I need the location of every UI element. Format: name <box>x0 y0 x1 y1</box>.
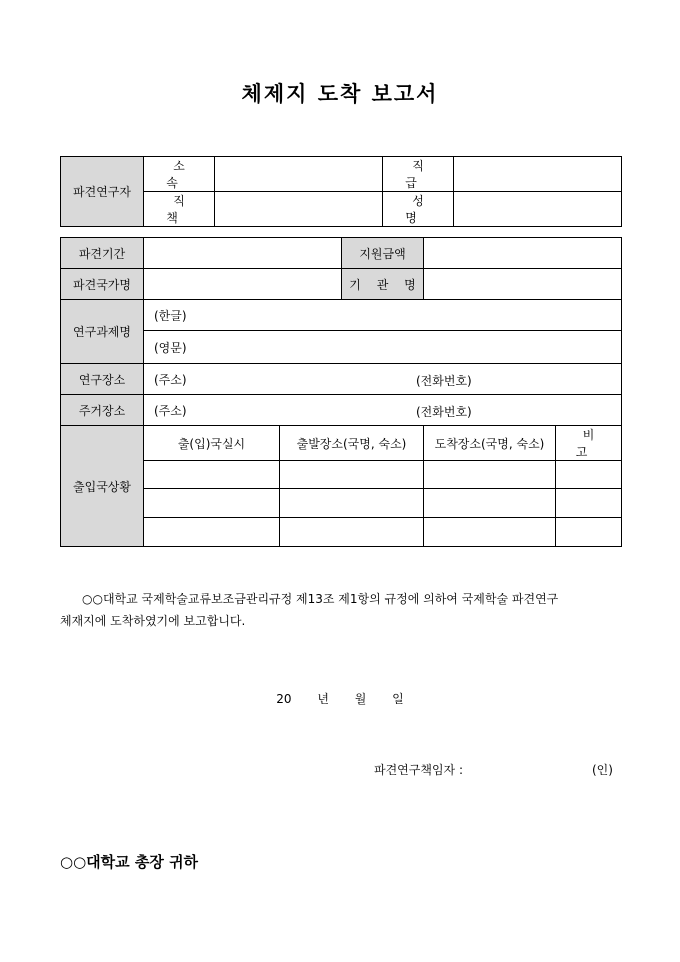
col-departure-header: 출발장소(국명, 숙소) <box>280 426 424 461</box>
affiliation-value[interactable] <box>215 157 383 192</box>
immigration-row-3-arrival[interactable] <box>424 518 556 547</box>
immigration-row-2-remarks[interactable] <box>556 489 622 518</box>
immigration-row-1-date[interactable] <box>144 461 280 489</box>
col-date-header: 출(입)국실시 <box>144 426 280 461</box>
country-input[interactable] <box>144 269 342 300</box>
date-line: 20 년 월 일 <box>276 692 404 706</box>
immigration-row-3-departure[interactable] <box>280 518 424 547</box>
institution-input[interactable] <box>424 269 622 300</box>
col-remarks-header: 비 고 <box>556 426 622 461</box>
position-value[interactable] <box>215 192 383 227</box>
project-title-label: 연구과제명 <box>61 300 144 364</box>
immigration-label: 출입국상황 <box>61 426 144 547</box>
period-input[interactable] <box>144 238 342 269</box>
immigration-row-3-remarks[interactable] <box>556 518 622 547</box>
immigration-row-1-arrival[interactable] <box>424 461 556 489</box>
institution-label: 기 관 명 <box>342 269 424 300</box>
affiliation-label: 소 속 <box>144 157 215 192</box>
report-paragraph <box>60 588 622 632</box>
research-place-field[interactable] <box>144 364 622 395</box>
paragraph-line-2: 체재지에 도착하였기에 보고합니다. <box>60 614 246 628</box>
immigration-row-2-departure[interactable] <box>280 489 424 518</box>
period-label-cell: 파견기간 <box>61 238 144 269</box>
rank-label: 직 급 <box>383 157 454 192</box>
immigration-row-2-date[interactable] <box>144 489 280 518</box>
seal-mark: (인) <box>592 763 613 777</box>
researcher-header: 파견연구자 <box>61 157 144 227</box>
support-amount-input[interactable] <box>424 238 622 269</box>
paragraph-line-1: ○○대학교 국제학술교류보조금관리규정 제13조 제1항의 규정에 의하여 국제학술 파견연구 <box>82 592 559 606</box>
research-address-label: (주소) <box>154 372 187 387</box>
details-table-main <box>60 237 622 547</box>
residence-address-label: (주소) <box>154 403 187 418</box>
position-label: 직 책 <box>144 192 215 227</box>
research-phone-label: (전화번호) <box>416 374 472 388</box>
col-arrival-header: 도착장소(국명, 숙소) <box>424 426 556 461</box>
immigration-row-1-remarks[interactable] <box>556 461 622 489</box>
researcher-table <box>60 156 622 227</box>
residence-label: 주거장소 <box>61 395 144 426</box>
project-korean-field[interactable]: (한글) <box>144 300 622 331</box>
immigration-row-3-date[interactable] <box>144 518 280 547</box>
rank-value[interactable] <box>454 157 622 192</box>
immigration-row-2-arrival[interactable] <box>424 489 556 518</box>
project-english-field[interactable]: (영문) <box>144 331 622 364</box>
support-amount-cell: 지원금액 <box>342 238 424 269</box>
immigration-row-1-departure[interactable] <box>280 461 424 489</box>
name-value[interactable] <box>454 192 622 227</box>
research-place-label: 연구장소 <box>61 364 144 395</box>
addressee: ○○대학교 총장 귀하 <box>60 853 199 871</box>
signer-label: 파견연구책임자 : <box>374 763 464 777</box>
country-label: 파견국가명 <box>61 269 144 300</box>
name-label: 성 명 <box>383 192 454 227</box>
residence-phone-label: (전화번호) <box>416 405 472 419</box>
document-title: 체제지 도착 보고서 <box>241 81 439 106</box>
residence-field[interactable] <box>144 395 622 426</box>
